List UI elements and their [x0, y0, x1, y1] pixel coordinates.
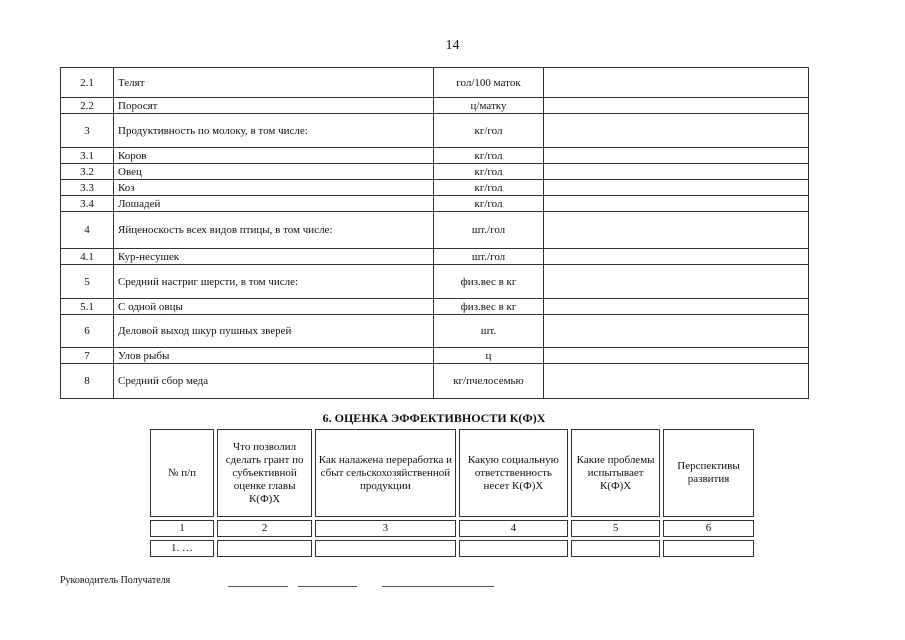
column-number: 1 [150, 520, 214, 537]
row-number: 7 [61, 348, 114, 364]
unit-of-measure: кг/гол [434, 164, 544, 180]
row-number: 8 [61, 364, 114, 399]
unit-of-measure: физ.вес в кг [434, 265, 544, 299]
column-header: Что позволил сделать грант по субъективной оценке главы К(Ф)Х [217, 429, 312, 517]
indicator-name: Коз [114, 180, 434, 196]
signature-line[interactable] [228, 586, 288, 587]
unit-of-measure: ц [434, 348, 544, 364]
indicator-name: Яйценоскость всех видов птицы, в том числе: [114, 212, 434, 249]
value-cell[interactable] [459, 540, 569, 557]
row-number: 3.3 [61, 180, 114, 196]
page-number: 14 [445, 38, 460, 53]
indicator-name: Коров [114, 148, 434, 164]
value-cell[interactable] [315, 540, 456, 557]
indicator-name: Овец [114, 164, 434, 180]
table-row [61, 348, 809, 364]
row-number: 3.1 [61, 148, 114, 164]
table-row [61, 180, 809, 196]
table-row [61, 364, 809, 399]
column-header: № п/п [150, 429, 214, 517]
table-row [61, 196, 809, 212]
unit-of-measure: шт. [434, 315, 544, 348]
row-number: 5 [61, 265, 114, 299]
column-header: Какую социальную ответственность несет К(Ф)Х [459, 429, 569, 517]
table-row [61, 164, 809, 180]
unit-of-measure: кг/гол [434, 180, 544, 196]
value-cell[interactable] [544, 299, 809, 315]
table-row [61, 98, 809, 114]
table-row [61, 315, 809, 348]
value-cell[interactable] [544, 364, 809, 399]
row-number: 4.1 [61, 249, 114, 265]
value-cell[interactable] [544, 212, 809, 249]
unit-of-measure: кг/гол [434, 114, 544, 148]
column-number: 4 [459, 520, 569, 537]
column-number: 6 [663, 520, 754, 537]
row-number: 2.1 [61, 68, 114, 98]
value-cell[interactable] [544, 68, 809, 98]
unit-of-measure: кг/гол [434, 148, 544, 164]
signature-line[interactable] [382, 586, 494, 587]
signature-line[interactable] [298, 586, 357, 587]
value-cell[interactable] [544, 98, 809, 114]
value-cell[interactable] [544, 196, 809, 212]
row-number: 6 [61, 315, 114, 348]
indicator-name: Средний настриг шерсти, в том числе: [114, 265, 434, 299]
value-cell[interactable] [544, 180, 809, 196]
indicator-name: Поросят [114, 98, 434, 114]
column-header: Как налажена переработка и сбыт сельскохозяйственной продукции [315, 429, 456, 517]
indicator-name: С одной овцы [114, 299, 434, 315]
table-row [61, 68, 809, 98]
unit-of-measure: шт./гол [434, 249, 544, 265]
table-row [61, 212, 809, 249]
unit-of-measure: гол/100 маток [434, 68, 544, 98]
row-number: 3.4 [61, 196, 114, 212]
efficiency-table [147, 426, 757, 560]
value-cell[interactable] [544, 114, 809, 148]
indicator-name: Телят [114, 68, 434, 98]
header-row [150, 429, 754, 517]
value-cell[interactable] [544, 265, 809, 299]
row-number: 3 [61, 114, 114, 148]
column-header: Какие проблемы испытывает К(Ф)Х [571, 429, 660, 517]
row-number: 4 [61, 212, 114, 249]
signature-label: Руководитель Получателя [60, 575, 171, 586]
section-title: 6. ОЦЕНКА ЭФФЕКТИВНОСТИ К(Ф)Х [322, 411, 546, 425]
value-cell[interactable] [217, 540, 312, 557]
productivity-table [60, 67, 809, 399]
indicator-name: Кур-несушек [114, 249, 434, 265]
unit-of-measure: ц/матку [434, 98, 544, 114]
value-cell[interactable] [571, 540, 660, 557]
table-row [61, 265, 809, 299]
unit-of-measure: кг/пчелосемью [434, 364, 544, 399]
column-number: 5 [571, 520, 660, 537]
row-number: 2.2 [61, 98, 114, 114]
row-number: 5.1 [61, 299, 114, 315]
table-row [61, 148, 809, 164]
column-number-row [150, 520, 754, 537]
table-row [61, 299, 809, 315]
indicator-name: Продуктивность по молоку, в том числе: [114, 114, 434, 148]
indicator-name: Улов рыбы [114, 348, 434, 364]
unit-of-measure: физ.вес в кг [434, 299, 544, 315]
unit-of-measure: кг/гол [434, 196, 544, 212]
value-cell[interactable] [544, 164, 809, 180]
unit-of-measure: шт./гол [434, 212, 544, 249]
value-cell[interactable] [544, 249, 809, 265]
value-cell[interactable] [544, 148, 809, 164]
value-cell[interactable] [544, 315, 809, 348]
row-number: 3.2 [61, 164, 114, 180]
column-number: 3 [315, 520, 456, 537]
indicator-name: Средний сбор меда [114, 364, 434, 399]
indicator-name: Лошадей [114, 196, 434, 212]
table-row [150, 540, 754, 557]
indicator-name: Деловой выход шкур пушных зверей [114, 315, 434, 348]
table-row [61, 114, 809, 148]
value-cell[interactable] [544, 348, 809, 364]
value-cell[interactable] [663, 540, 754, 557]
column-header: Перспективы развития [663, 429, 754, 517]
column-number: 2 [217, 520, 312, 537]
table-row [61, 249, 809, 265]
row-number: 1. … [150, 540, 214, 557]
